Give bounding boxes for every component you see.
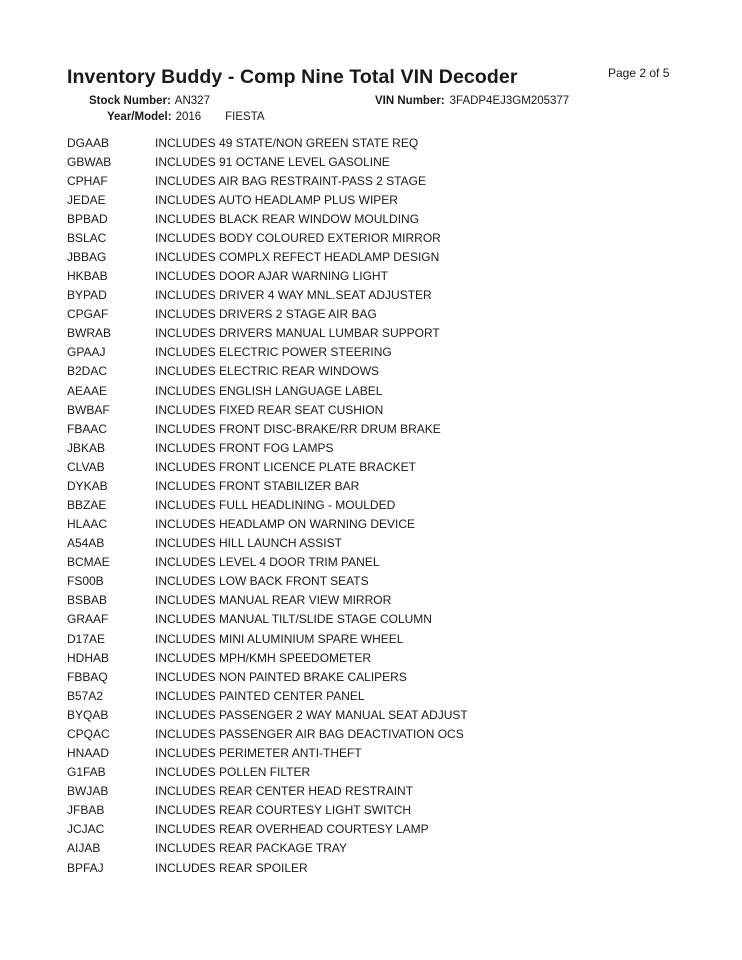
option-description: INCLUDES PASSENGER 2 WAY MANUAL SEAT ADJUST — [155, 707, 468, 722]
option-code: HDHAB — [67, 650, 110, 665]
option-code: HNAAD — [67, 746, 110, 761]
option-code: HKBAB — [67, 269, 108, 284]
option-description: INCLUDES REAR OVERHEAD COURTESY LAMP — [155, 822, 429, 837]
option-code: GPAAJ — [67, 345, 106, 360]
option-code: A54AB — [67, 536, 105, 551]
list-item — [67, 419, 687, 438]
option-description: INCLUDES DOOR AJAR WARNING LIGHT — [155, 269, 388, 284]
list-item — [67, 457, 687, 476]
option-code: HLAAC — [67, 517, 108, 532]
list-item — [67, 705, 687, 724]
option-description: INCLUDES 91 OCTANE LEVEL GASOLINE — [155, 154, 390, 169]
list-item — [67, 362, 687, 381]
list-item — [67, 839, 687, 858]
option-description: INCLUDES LEVEL 4 DOOR TRIM PANEL — [155, 555, 380, 570]
list-item — [67, 648, 687, 667]
list-item — [67, 171, 687, 190]
list-item — [67, 858, 687, 877]
option-code: BBZAE — [67, 498, 107, 513]
option-code: B2DAC — [67, 364, 108, 379]
option-description: INCLUDES DRIVERS 2 STAGE AIR BAG — [155, 307, 377, 322]
option-code: CPGAF — [67, 307, 109, 322]
list-item — [67, 572, 687, 591]
option-code: D17AE — [67, 631, 106, 646]
option-description: INCLUDES PASSENGER AIR BAG DEACTIVATION OCS — [155, 726, 464, 741]
option-description: INCLUDES MANUAL REAR VIEW MIRROR — [155, 593, 392, 608]
list-item — [67, 801, 687, 820]
option-code: JBKAB — [67, 440, 106, 455]
option-code: G1FAB — [67, 765, 106, 780]
list-item — [67, 686, 687, 705]
option-code: BWRAB — [67, 326, 112, 341]
option-code: CPHAF — [67, 173, 108, 188]
list-item — [67, 763, 687, 782]
year-model-label: Year/Model: — [107, 111, 172, 123]
list-item — [67, 400, 687, 419]
option-description: INCLUDES NON PAINTED BRAKE CALIPERS — [155, 669, 407, 684]
option-description: INCLUDES AIR BAG RESTRAINT-PASS 2 STAGE — [155, 173, 426, 188]
option-description: INCLUDES REAR SPOILER — [155, 860, 308, 875]
list-item — [67, 190, 687, 209]
option-description: INCLUDES FIXED REAR SEAT CUSHION — [155, 402, 384, 417]
list-item — [67, 744, 687, 763]
option-description: INCLUDES 49 STATE/NON GREEN STATE REQ — [155, 135, 419, 150]
option-code: JBBAG — [67, 250, 107, 264]
option-code: GBWAB — [67, 154, 112, 169]
option-description: INCLUDES REAR PACKAGE TRAY — [155, 841, 348, 856]
year-model — [107, 111, 265, 123]
option-code: AEAAE — [67, 383, 108, 398]
option-code: CPQAC — [67, 726, 110, 741]
list-item — [67, 629, 687, 648]
list-item — [67, 343, 687, 362]
option-code: BPBAD — [67, 211, 108, 226]
vin-number-value: 3FADP4EJ3GM205377 — [449, 95, 570, 107]
option-code: DYKAB — [67, 478, 108, 493]
list-item — [67, 782, 687, 801]
option-code: BYQAB — [67, 707, 109, 722]
list-item — [67, 610, 687, 629]
list-item — [67, 820, 687, 839]
option-description: INCLUDES LOW BACK FRONT SEATS — [155, 574, 369, 589]
option-code: JCJAC — [67, 822, 105, 837]
option-description: INCLUDES MINI ALUMINIUM SPARE WHEEL — [155, 631, 404, 646]
option-description: INCLUDES PAINTED CENTER PANEL — [155, 688, 365, 703]
option-code: BCMAE — [67, 555, 110, 570]
list-item — [67, 209, 687, 228]
page-number: Page 2 of 5 — [608, 66, 670, 80]
option-code: CLVAB — [67, 459, 105, 474]
option-description: INCLUDES DRIVER 4 WAY MNL.SEAT ADJUSTER — [155, 288, 432, 303]
option-description: INCLUDES ENGLISH LANGUAGE LABEL — [155, 383, 383, 398]
list-item — [67, 152, 687, 171]
option-description: INCLUDES FRONT STABILIZER BAR — [155, 478, 360, 493]
list-item — [67, 381, 687, 400]
list-item — [67, 724, 687, 743]
option-code: BYPAD — [67, 288, 107, 303]
list-item — [67, 667, 687, 686]
option-code: BSBAB — [67, 593, 108, 608]
option-description: INCLUDES REAR COURTESY LIGHT SWITCH — [155, 803, 412, 818]
list-item — [67, 515, 687, 534]
option-description: INCLUDES ELECTRIC REAR WINDOWS — [155, 364, 380, 379]
list-item — [67, 534, 687, 553]
option-description: INCLUDES MANUAL TILT/SLIDE STAGE COLUMN — [155, 612, 432, 627]
stock-number-label: Stock Number: — [89, 95, 171, 107]
option-code: FS00B — [67, 574, 104, 589]
option-code: BWJAB — [67, 784, 109, 799]
option-description: INCLUDES HILL LAUNCH ASSIST — [155, 536, 342, 551]
list-item — [67, 305, 687, 324]
option-code: GRAAF — [67, 612, 109, 627]
list-item — [67, 228, 687, 247]
option-code: FBAAC — [67, 421, 108, 436]
option-description: INCLUDES FRONT DISC-BRAKE/RR DRUM BRAKE — [155, 421, 441, 436]
page-title: Inventory Buddy - Comp Nine Total VIN Decoder — [67, 66, 518, 88]
option-description: INCLUDES BODY COLOURED EXTERIOR MIRROR — [155, 230, 441, 245]
option-description: INCLUDES FRONT FOG LAMPS — [155, 440, 334, 455]
option-description: INCLUDES AUTO HEADLAMP PLUS WIPER — [155, 192, 398, 207]
option-description: INCLUDES FULL HEADLINING - MOULDED — [155, 498, 396, 513]
option-description: INCLUDES REAR CENTER HEAD RESTRAINT — [155, 784, 414, 799]
list-item — [67, 133, 687, 152]
option-description: INCLUDES PERIMETER ANTI-THEFT — [155, 746, 362, 761]
list-item — [67, 553, 687, 572]
vin-number-label: VIN Number: — [375, 95, 445, 107]
list-item — [67, 267, 687, 286]
stock-number — [89, 95, 210, 107]
option-description: INCLUDES MPH/KMH SPEEDOMETER — [155, 650, 372, 665]
option-code: AIJAB — [67, 841, 101, 856]
list-item — [67, 247, 687, 266]
option-code: FBBAQ — [67, 669, 108, 684]
option-description: INCLUDES FRONT LICENCE PLATE BRACKET — [155, 459, 416, 474]
list-item — [67, 495, 687, 514]
option-code: BWBAF — [67, 402, 110, 417]
option-code: BSLAC — [67, 230, 107, 245]
option-code: BPFAJ — [67, 860, 104, 875]
option-code: B57A2 — [67, 688, 104, 703]
option-code: JFBAB — [67, 803, 105, 818]
option-description: INCLUDES BLACK REAR WINDOW MOULDING — [155, 211, 420, 226]
model-value: FIESTA — [225, 111, 265, 123]
option-code: JEDAE — [67, 192, 106, 207]
year-value: 2016 — [175, 111, 202, 123]
stock-number-value: AN327 — [174, 95, 210, 107]
option-description: INCLUDES HEADLAMP ON WARNING DEVICE — [155, 517, 416, 532]
list-item — [67, 476, 687, 495]
option-description: INCLUDES COMPLX REFECT HEADLAMP DESIGN — [155, 250, 440, 264]
list-item — [67, 591, 687, 610]
list-item — [67, 286, 687, 305]
option-description: INCLUDES ELECTRIC POWER STEERING — [155, 345, 392, 360]
list-item — [67, 438, 687, 457]
option-code-list — [67, 133, 687, 877]
option-description: INCLUDES DRIVERS MANUAL LUMBAR SUPPORT — [155, 326, 440, 341]
vin-number — [375, 95, 569, 107]
list-item — [67, 324, 687, 343]
option-description: INCLUDES POLLEN FILTER — [155, 765, 311, 780]
option-code: DGAAB — [67, 135, 110, 150]
